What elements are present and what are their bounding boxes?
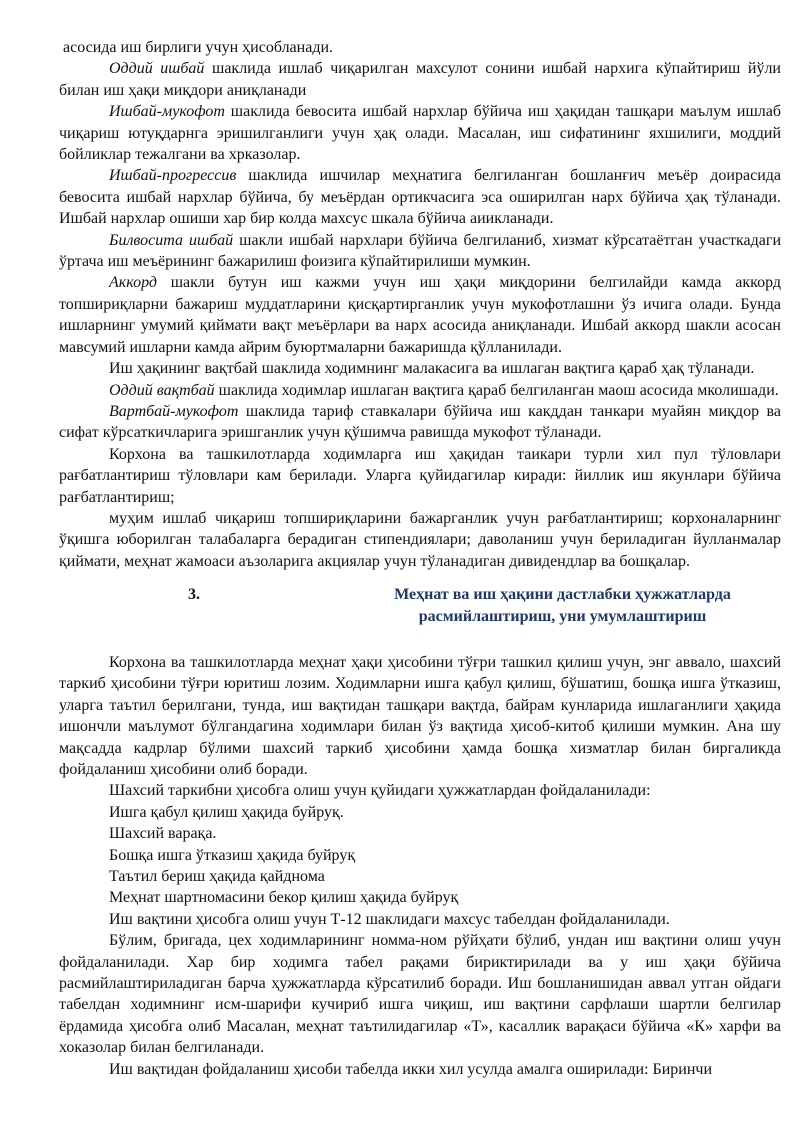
- term-italic: Оддий ишбай: [109, 60, 205, 78]
- paragraph: Иш ҳақининг вақтбай шаклида ходимнинг малакасига ва ишлаган вақтига қараб ҳақ тўланади.: [109, 360, 755, 378]
- document-page: [59, 37, 781, 1080]
- term-italic: Вартбай-мукофот: [109, 402, 239, 420]
- list-item: Шахсий варақа.: [109, 825, 217, 843]
- paragraph: муҳим ишлаб чиқариш топшириқларини бажарганлик учун рағбатлантириш; корхоналарнинг ўқишга юборилган талабаларга берадиган стипендиялари; даволаниш учун бериладиган йулланмалар қиймати, меҳнат жамоаси аъзоларига акциялар учун тўланадиган дивидендлар ва бошқалар.: [59, 509, 781, 570]
- list-item: Таътил бериш ҳақида қайднома: [109, 868, 325, 886]
- paragraph: Билвосита ишбай шакли ишбай нархлари бўйича белгиланиб, хизмат кўрсатаётган участкадаги ўртача иш меъёрининг бажарилиш фоизига кўпайтирилиши мумкин.: [59, 231, 782, 271]
- paragraph: Корхона ва ташкилотларда ходимларга иш ҳақидан таикари турли хил пул тўловлари рағбатлантириш тўловлари кам берилади. Уларга қуйидагилар киради: йиллик иш якунлари бўйича рағбатлантириш;: [59, 445, 781, 506]
- paragraph: асосида иш бирлиги учун ҳисобланади.: [63, 39, 334, 56]
- paragraph: Ишбай-мукофот шаклида бевосита ишбай нархлар бўйича иш ҳақидан ташқари маълум ишлаб чиқариш ютуқдарнга эришилганлиги учун ҳақ олади. Масалан, иш сифатининг яхшилиги, моддий бойликлар тежалгани ва хрказолар.: [59, 103, 781, 164]
- term-italic: Ишбай-прогрессив: [109, 167, 237, 185]
- term-italic: Аккорд: [109, 274, 158, 292]
- list-item: Иш вақтини ҳисобга олиш учун Т-12 шаклидаги махсус табелдан фойдаланилади.: [109, 910, 670, 928]
- paragraph: Оддий ишбай шаклида ишлаб чиқарилган махсулот сонини ишбай нархига кўпайтириш йўли билан иш ҳақи миқдори аниқланади: [59, 60, 781, 99]
- list-item: Шахсий таркибни ҳисобга олиш учун қуйидаги ҳужжатлардан фойдаланилади:: [109, 782, 651, 800]
- paragraph: Бўлим, бригада, цех ходимларининг номма-ном рўйҳати бўлиб, ундан иш вақтини олиш учун фойдаланилади. Хар бир ходимга табел рақами бириктирилади ва у иш ҳақи бўйича расмийлаштириладиган барча ҳужжатларда кўрсатилиб боради. Иш бошланишидан аввал утган ойдаги табелдан ходимнинг исм-шарифи кучириб ишга чиқиш, иш вақтини сарфлаши шартли белгилар ёрдамида ҳисобга олиб Масалан, меҳнат таътилидагилар «Т», касаллик варақаси бўйича «К» харфи ва хоказолар билан белгиланади.: [59, 932, 781, 1057]
- paragraph: Иш вақтидан фойдаланиш ҳисоби табелда икки хил усулда амалга оширилади: Биринчи: [109, 1060, 713, 1078]
- term-italic: Оддий вақтбай: [109, 381, 215, 399]
- paragraph: Аккорд шакли бутун иш кажми учун иш ҳақи миқдорини белгилайди камда аккорд топшириқларни бажариш муддатларини қисқартирганлик учун мукофотлашни ўз ичига олади. Бунда ишларнинг умумий қиймати вақт меъёрлари ва нарх асосида аниқланади. Ишбай аккорд шакли асосан мавсумий ишларни камда айрим буюртмаларни бажаришда қўлланилади.: [59, 274, 781, 356]
- paragraph: Ишбай-прогрессив шаклида ишчилар меҳнатига белгиланган бошланғич меъёр доирасида бевосита ишбай нархлар бўйича, бу меъёрдан ортикчасига эса оширилган нарх бўйича ҳақ тўланади. Ишбай нархлар ошиши хар бир колда махсус шкала бўйича аиикланади.: [59, 167, 781, 228]
- term-italic: Билвосита ишбай: [109, 231, 234, 249]
- paragraph: Оддий вақтбай шаклида ходимлар ишлаган вақтига қараб белгиланган маош асосида мколишади.: [109, 381, 779, 399]
- section-number: 3.: [188, 586, 200, 604]
- list-item: Бошқа ишга ўтказиш ҳақида буйруқ: [109, 846, 356, 864]
- section-title: Меҳнат ва иш ҳақини дастлабки ҳужжатларда расмийлаштириш, уни умумлаштириш: [394, 586, 731, 625]
- term-italic: Ишбай-мукофот: [109, 103, 225, 121]
- body-text-bottom: [59, 652, 781, 1080]
- body-text-top: [59, 37, 781, 572]
- list-item: Ишга қабул қилиш ҳақида буйруқ.: [109, 803, 344, 821]
- paragraph: Вартбай-мукофот шаклида тариф ставкалари бўйича иш какддан танкари муайян миқдор ва сифат кўрсаткичларига эришганлик учун қўшимча равишда мукофот тўланади.: [59, 402, 781, 442]
- list-item: Меҳнат шартномасини бекор қилиш ҳақида буйруқ: [109, 889, 459, 907]
- section-heading: [59, 584, 781, 627]
- paragraph: Корхона ва ташкилотларда меҳнат ҳақи ҳисобини тўғри ташкил қилиш учун, энг аввало, шахсий таркиб ҳисобини тўғри юритиш лозим. Ходимларни ишга қабул қилиш, бўшатиш, бошқа ишга ўтказиш, уларга таътил берилгани, тунда, иш вақтидан ташқари вақтда, байрам кунларида ишлаганлиги ҳақида ишончли маълумот бўлгандагина ходимлари билан ўз вақтида ҳисоб-китоб қилиши мумкин. Ана шу мақсадда кадрлар бўлими шахсий таркиб ҳисобини ҳамда бошқа хизматлар билан биргаликда фойдаланиш ҳисобини олиб боради.: [59, 653, 781, 778]
